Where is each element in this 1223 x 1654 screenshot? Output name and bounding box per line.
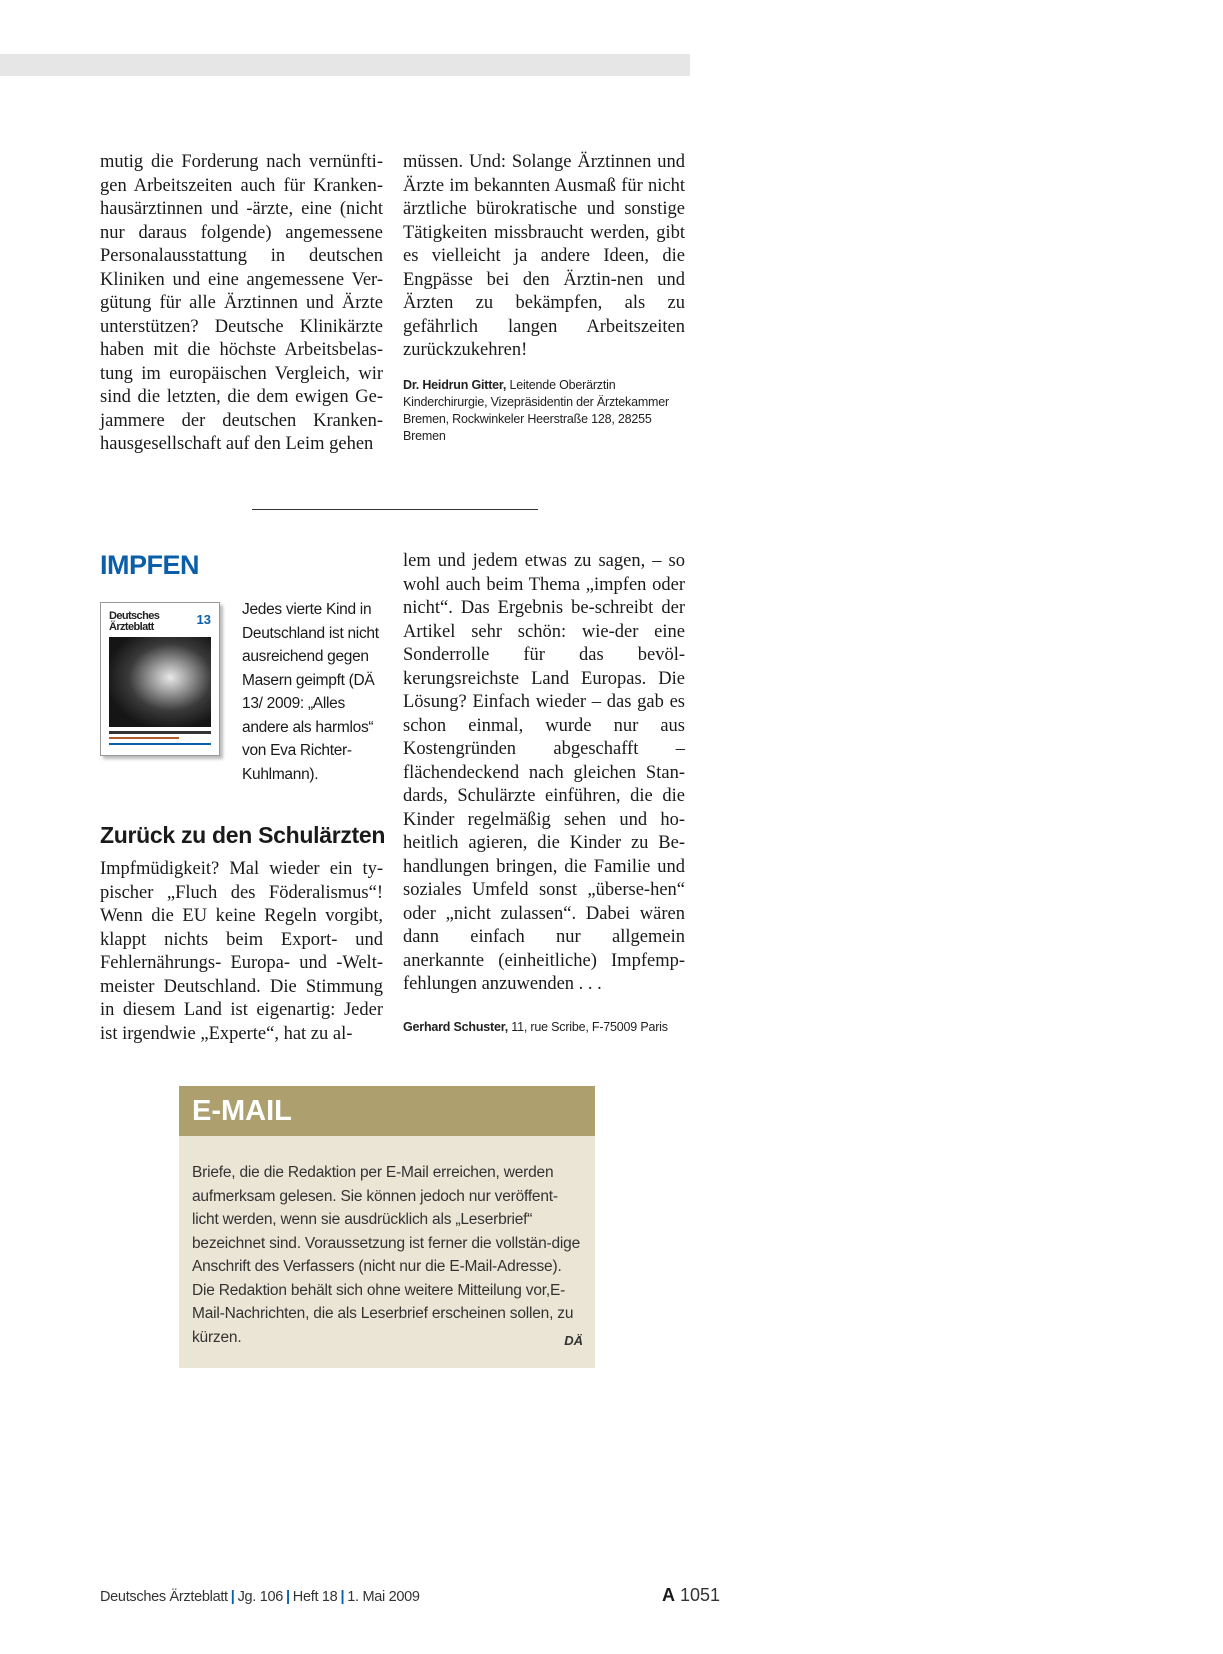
cover-band bbox=[109, 737, 179, 739]
letter1-author-detail: Leitende Oberärztin Kinderchirurgie, Vizepräsidentin der Ärztekammer Bremen, Rockwinkeler Heerstraße 128, 28255 Bremen bbox=[403, 377, 669, 443]
page-prefix: A bbox=[662, 1585, 675, 1605]
cover-logo: Deutsches Ärzteblatt bbox=[109, 610, 160, 633]
letter2-text-col2: lem und jedem etwas zu sagen, – so wohl auch beim Thema „impfen oder nicht“. Das Ergebnis be-schreibt der Artikel sehr schön: wie-der eine Sonderrolle für das bevöl-kerungsreichste Land Europas. Die Lösung? Einfach wieder – das gab es schon einmal, wurde nur aus Kostengründen abgeschafft – flächendeckend nach gleichen Stan-dards, Schulärzte einführen, die die Kinder regelmäßig sehen und ho-heitlich agieren, die Kinder zu Be-handlungen bringen, die Familie und soziales Umfeld sonst „überse-hen“ oder „nicht zulassen“. Dabei wären dann einfach nur allgemein anerkannte (einheitliche) Impfemp-fehlungen anzuwenden . . . bbox=[403, 551, 685, 994]
letter1-text-col1: mutig die Forderung nach vernünfti-gen Arbeitszeiten auch für Kranken-hausärztinnen und -ärzte, eine (nicht nur daraus folgende) angemessene Personalausstattung in deutschen Kliniken und eine angemessene Ver-gütung für alle Ärztinnen und Ärzte unterstützen? Deutsche Klinikärzte haben mit die höchste Arbeitsbelas-tung im europäischen Vergleich, wir sind die letzten, die dem ewigen Ge-jammere der deutschen Kranken-hausgesellschaft auf den Leim gehen bbox=[100, 152, 383, 454]
email-box-text: Briefe, die die Redaktion per E-Mail erreichen, werden aufmerksam gelesen. Sie können jedoch nur veröffent-licht werden, wenn sie ausdrücklich als „Leserbrief“ bezeichnet sind. Voraussetzung ist ferner die vollstän-dige Anschrift des Verfassers (nicht nur die E-Mail-Adresse). Die Redaktion behält sich ohne weitere Mitteilung vor,E-Mail-Nachrichten, die als Leserbrief erscheinen sollen, zu kürzen. bbox=[192, 1164, 580, 1346]
letter2-author-name: Gerhard Schuster, bbox=[403, 1019, 508, 1034]
cover-photo bbox=[109, 637, 211, 727]
magazine-cover-image bbox=[100, 602, 220, 756]
letter1-column1 bbox=[100, 151, 383, 457]
footer-issue: Heft 18 bbox=[292, 1589, 338, 1605]
article-reference-teaser: Jedes vierte Kind in Deutschland ist nicht ausreichend gegen Masern geimpft (DÄ 13/ 2009: „Alles andere als harmlos“ von Eva Richter-Kuhlmann). bbox=[242, 601, 379, 783]
page-number-value: 1051 bbox=[680, 1585, 721, 1605]
letter2-column1 bbox=[100, 858, 383, 1046]
footer-journal: Deutsches Ärzteblatt bbox=[100, 1589, 228, 1605]
cover-band bbox=[109, 743, 211, 745]
footer-volume: Jg. 106 bbox=[237, 1589, 284, 1605]
section-divider bbox=[252, 509, 538, 510]
page-footer: Deutsches Ärzteblatt | Jg. 106 | Heft 18 | 1. Mai 2009 bbox=[100, 1589, 420, 1605]
email-info-box bbox=[179, 1086, 595, 1368]
letter2-text-col1: Impfmüdigkeit? Mal wieder ein ty-pischer „Fluch des Föderalismus“! Wenn die EU keine Regeln vorgibt, klappt nichts beim Export- und Fehlernährungs- Europa- und -Welt-meister Deutschland. Die Stimmung in diesem Land ist eigenartig: Jeder ist irgendwie „Experte“, hat zu al- bbox=[100, 859, 383, 1044]
letter1-text-col2: müssen. Und: Solange Ärztinnen und Ärzte im bekannten Ausmaß für nicht ärztliche bürokratische und sonstige Tätigkeiten missbraucht werden, gibt es vielleicht ja andere Ideen, die Engpässe bei den Ärztin-nen und Ärzten zu bekämpfen, als zu gefährlich langen Arbeitszeiten zurückzukehren! bbox=[403, 152, 685, 360]
email-box-signature: DÄ bbox=[564, 1333, 583, 1348]
letter2-column2 bbox=[403, 550, 685, 1036]
letter2-signature bbox=[403, 1019, 685, 1036]
letter1-signature bbox=[403, 377, 685, 445]
header-band bbox=[0, 54, 690, 76]
letter2-headline: Zurück zu den Schulärzten bbox=[100, 822, 386, 848]
footer-date: 1. Mai 2009 bbox=[347, 1589, 420, 1605]
cover-band bbox=[109, 731, 211, 734]
letter1-column2 bbox=[403, 151, 685, 445]
section-title: IMPFEN bbox=[100, 550, 200, 580]
email-box-title: E-MAIL bbox=[179, 1086, 595, 1136]
letter1-author-name: Dr. Heidrun Gitter, bbox=[403, 377, 507, 392]
page-number bbox=[662, 1585, 720, 1606]
letter2-author-detail: 11, rue Scribe, F-75009 Paris bbox=[511, 1019, 668, 1034]
cover-issue-number: 13 bbox=[196, 612, 211, 627]
